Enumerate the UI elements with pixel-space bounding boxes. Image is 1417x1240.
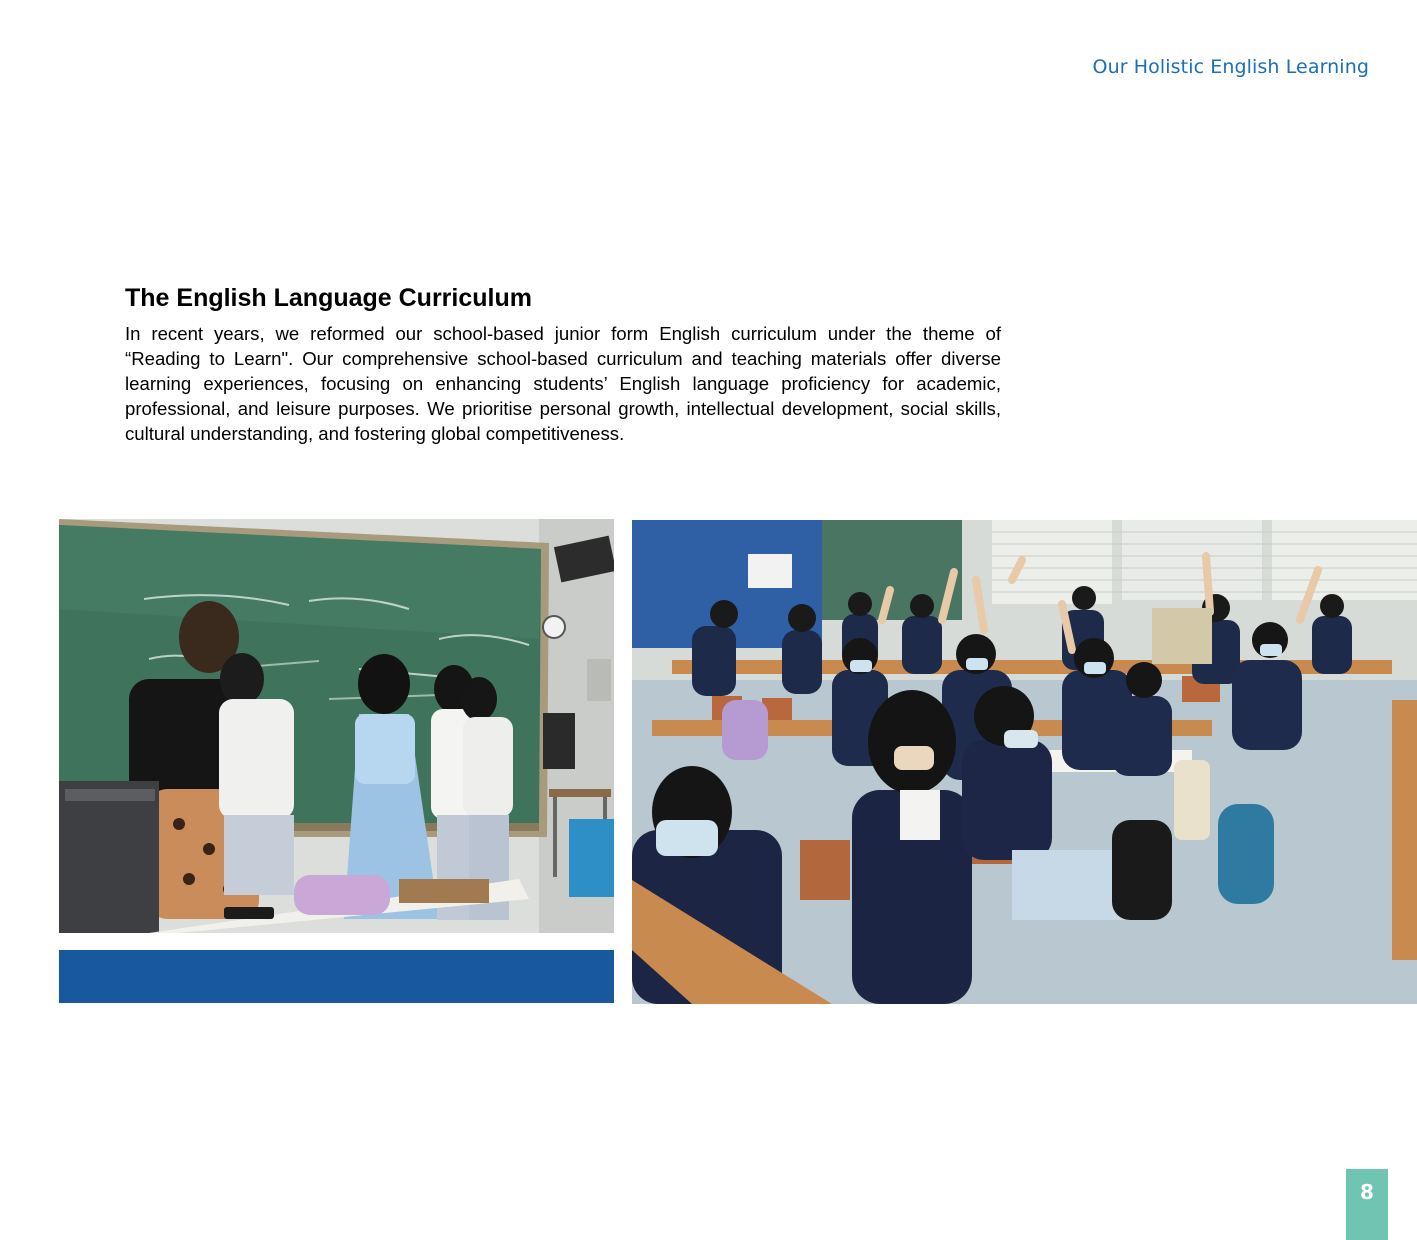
section-body: In recent years, we reformed our school-based junior form English curriculum under the theme of “Reading to Learn". Our comprehensive school-based curriculum and teaching materials offer diverse learning experiences, focusing on enhancing students’ English language proficiency for academic, professional, and leisure purposes. We prioritise personal growth, intellectual development, social skills, cultural understanding, and fostering global competitiveness. [125,323,1001,444]
page-tab [1346,1169,1388,1240]
students-raising-hands-photo-icon [632,520,1417,1004]
running-header: Our Holistic English Learning [1092,56,1369,78]
blackboard-photo [59,519,614,933]
classroom-blackboard-photo-icon [59,519,614,933]
caption-bar [59,950,614,1003]
classroom-photo [632,520,1417,1004]
page-number: 8 [1360,1180,1374,1204]
section-title: The English Language Curriculum [125,284,532,312]
